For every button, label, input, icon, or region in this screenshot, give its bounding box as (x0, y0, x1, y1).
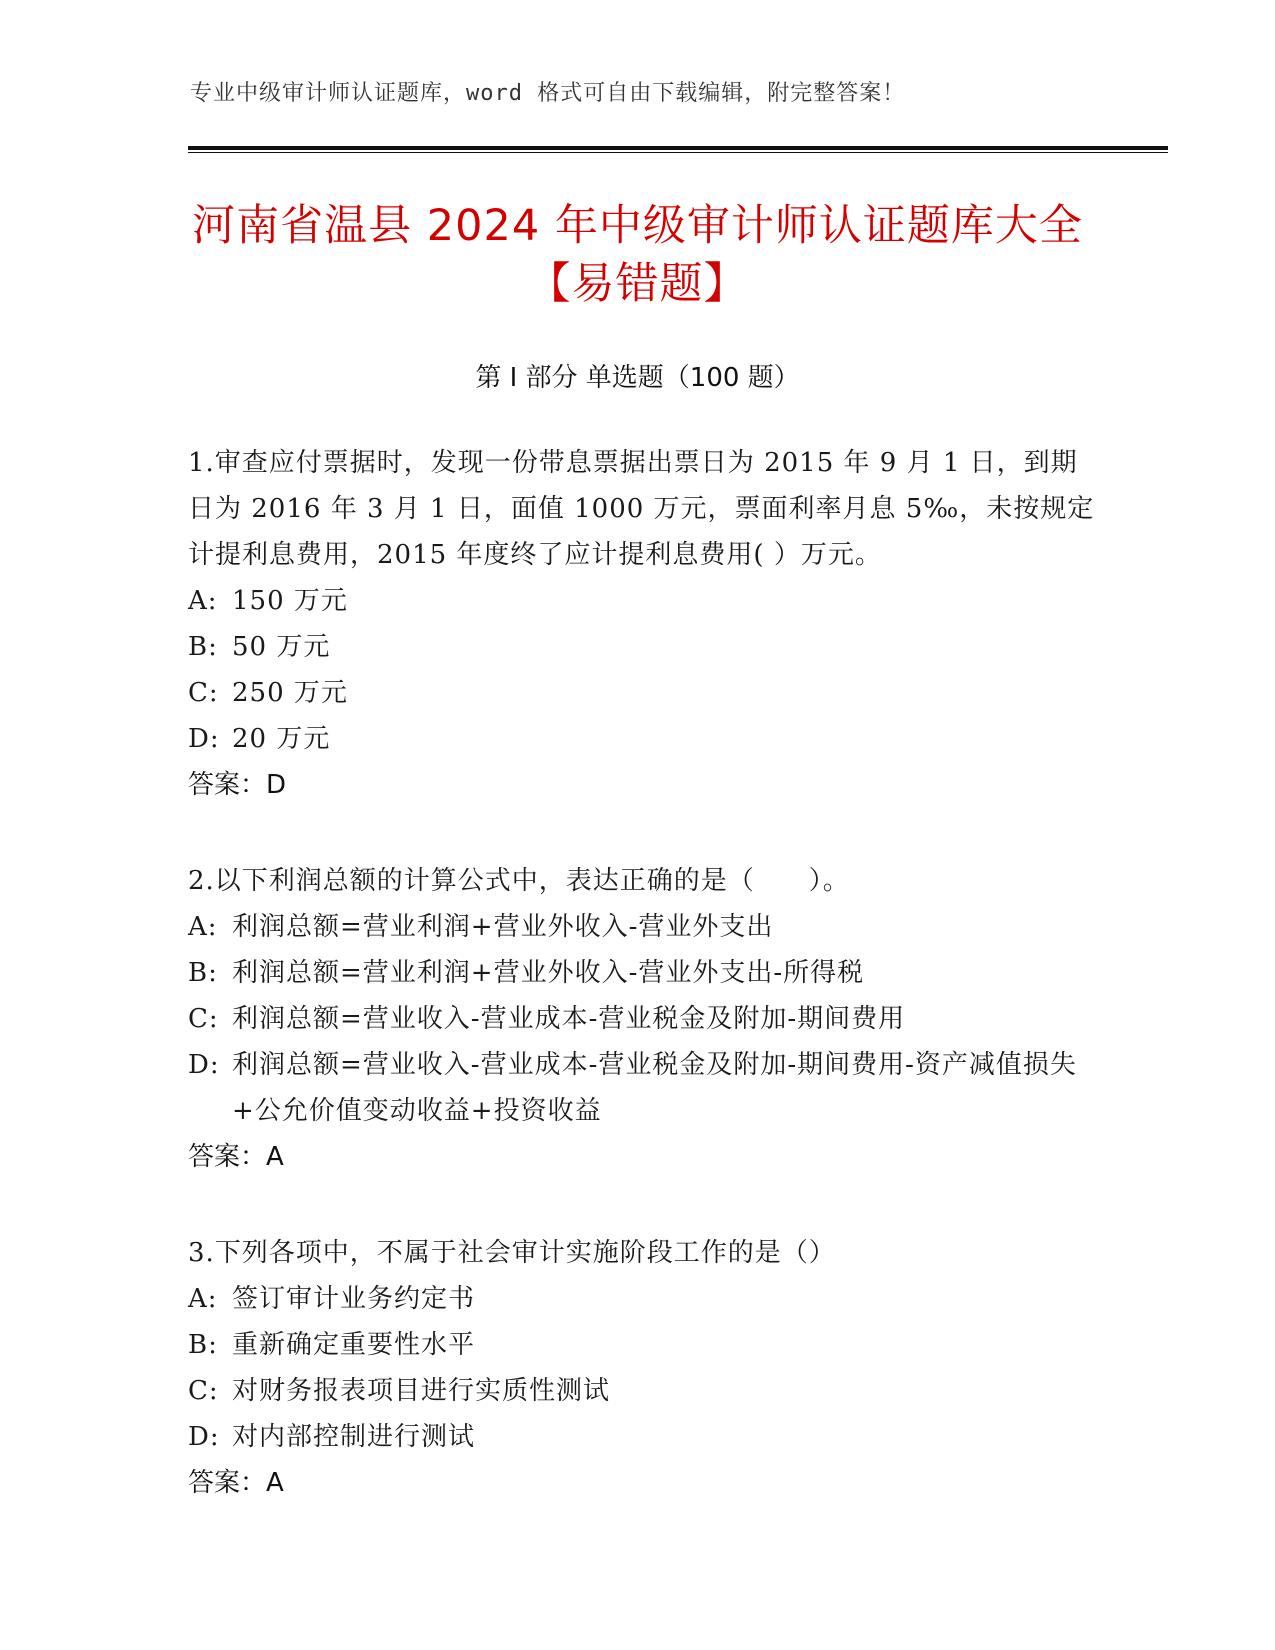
option-text: 利润总额=营业利润+营业外收入-营业外支出 (232, 912, 774, 942)
question-stem: 2.以下利润总额的计算公式中，表达正确的是（ ）。 (188, 866, 850, 896)
option-d (188, 1414, 1098, 1460)
option-letter: C: (188, 678, 219, 708)
option-c (188, 1368, 1098, 1414)
option-text: 利润总额=营业收入-营业成本-营业税金及附加-期间费用-资产减值损失+公允价值变动收益+投资收益 (232, 1050, 1077, 1126)
document-title (140, 197, 1135, 313)
option-letter: A: (188, 912, 218, 942)
header-note: 专业中级审计师认证题库，word 格式可自由下载编辑，附完整答案！ (190, 81, 906, 106)
option-d (188, 716, 1098, 762)
option-text: 50 万元 (232, 632, 331, 662)
option-b (188, 950, 1098, 996)
option-c (188, 996, 1098, 1042)
option-a (188, 1276, 1098, 1322)
answer-line: 答案：D (188, 770, 287, 800)
question-2 (188, 858, 1098, 1180)
option-text: 签订审计业务约定书 (232, 1284, 476, 1314)
option-text: 对财务报表项目进行实质性测试 (232, 1376, 611, 1406)
document-title-line-1: 河南省温县 2024 年中级审计师认证题库大全 (192, 201, 1083, 251)
answer-line: 答案：A (188, 1468, 284, 1498)
option-text: 对内部控制进行测试 (232, 1422, 476, 1452)
option-c (188, 670, 1098, 716)
section-heading: 第 I 部分 单选题（100 题） (475, 363, 800, 393)
document-title-line-2: 【易错题】 (527, 259, 748, 309)
option-letter: C: (188, 1004, 219, 1034)
option-letter: D: (188, 724, 220, 754)
option-letter: A: (188, 586, 218, 616)
option-letter: B: (188, 632, 218, 662)
question-stem: 1.审查应付票据时，发现一份带息票据出票日为 2015 年 9 月 1 日，到期日为 2016 年 3 月 1 日，面值 1000 万元，票面利率月息 5‰，未按规定计提利息费用，2015 年度终了应计提利息费用( ）万元。 (188, 448, 1095, 570)
option-letter: C: (188, 1376, 219, 1406)
answer-line: 答案：A (188, 1142, 284, 1172)
option-text: 150 万元 (232, 586, 348, 616)
option-a (188, 904, 1098, 950)
question-1 (188, 440, 1098, 808)
question-3 (188, 1230, 1098, 1506)
header-divider-thick (188, 146, 1168, 150)
option-letter: D: (188, 1050, 220, 1080)
option-text: 利润总额=营业收入-营业成本-营业税金及附加-期间费用 (232, 1004, 906, 1034)
option-a (188, 578, 1098, 624)
option-letter: B: (188, 958, 218, 988)
option-text: 重新确定重要性水平 (232, 1330, 476, 1360)
option-text: 250 万元 (232, 678, 348, 708)
question-stem: 3.下列各项中，不属于社会审计实施阶段工作的是（） (188, 1238, 836, 1268)
header-divider-thin (188, 152, 1168, 153)
option-text: 利润总额=营业利润+营业外收入-营业外支出-所得税 (232, 958, 865, 988)
option-b (188, 624, 1098, 670)
option-b (188, 1322, 1098, 1368)
option-d (188, 1042, 1098, 1134)
option-letter: B: (188, 1330, 218, 1360)
option-letter: A: (188, 1284, 218, 1314)
option-letter: D: (188, 1422, 220, 1452)
option-text: 20 万元 (232, 724, 331, 754)
question-list (188, 440, 1098, 1556)
